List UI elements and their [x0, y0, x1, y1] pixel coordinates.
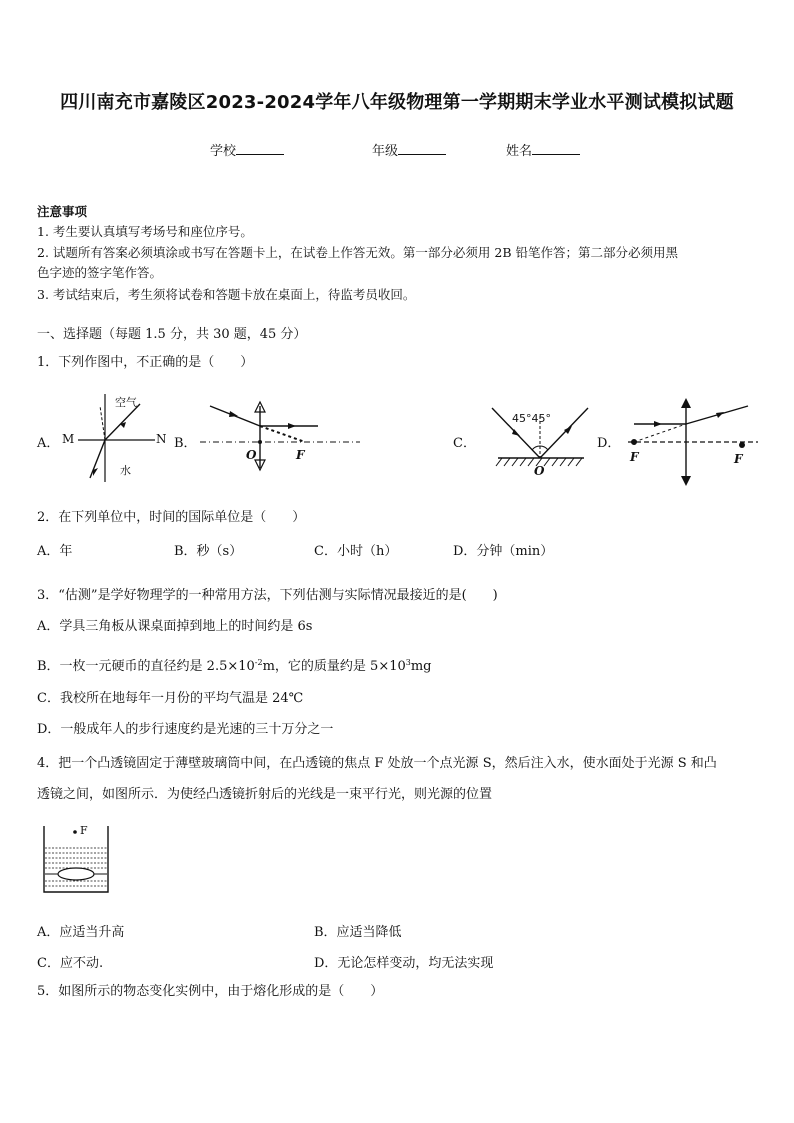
q4-option-b: B．应适当降低 [314, 925, 402, 940]
question-4-stem-line1: 4．把一个凸透镜固定于薄壁玻璃筒中间，在凸透镜的焦点 F 处放一个点光源 S，然后注入水，使水面处于光源 S 和凸 [37, 756, 717, 771]
note-item: 3. 考试结束后，考生须将试卷和答题卡放在桌面上，待监考员收回。 [37, 287, 416, 302]
grade-label: 年级 [372, 144, 399, 159]
q3-option-b [37, 654, 432, 676]
o-label: O [246, 448, 257, 462]
school-label: 学校 [210, 144, 237, 159]
q3-option-a: A．学具三角板从课桌面掉到地上的时间约是 6s [37, 619, 313, 634]
q3-b-text: m，它的质量约是 5×10 [262, 659, 406, 674]
q1-option-a-label: A． [37, 436, 60, 451]
q4-figure [42, 824, 110, 894]
section-heading: 一、选择题（每题 1.5 分，共 30 题，45 分） [37, 327, 307, 342]
q3-option-c: C．我校所在地每年一月份的平均气温是 24℃ [37, 691, 304, 706]
q1-option-b-label: B． [174, 436, 197, 451]
air-label: 空气 [115, 396, 137, 409]
question-1-stem: 1．下列作图中，不正确的是（ ） [37, 355, 254, 370]
q3-b-text: mg [410, 659, 432, 674]
q1-figure-d [618, 398, 758, 486]
q3-b-text: B．一枚一元硬币的直径约是 2.5×10 [37, 659, 255, 674]
name-field[interactable] [506, 140, 580, 159]
grade-field[interactable] [372, 140, 446, 159]
q1-option-c-label: C． [453, 436, 476, 451]
note-item: 色字迹的签字笔作答。 [37, 265, 163, 280]
water-label: 水 [120, 464, 131, 477]
school-field[interactable] [210, 140, 284, 159]
q2-option-d: D．分钟（min） [453, 544, 554, 559]
note-item: 1. 考生要认真填写考场号和座位序号。 [37, 224, 253, 239]
notes-heading: 注意事项 [37, 204, 88, 219]
q4-option-a: A．应适当升高 [37, 925, 125, 940]
q4-option-d: D．无论怎样变动，均无法实现 [314, 956, 494, 971]
note-item: 2. 试题所有答案必须填涂或书写在答题卡上，在试卷上作答无效。第一部分必须用 2B 铅笔作答；第二部分必须用黑 [37, 245, 678, 260]
question-4-stem-line2: 透镜之间，如图所示．为使经凸透镜折射后的光线是一束平行光，则光源的位置 [37, 787, 493, 802]
angles-label: 45°45° [512, 412, 551, 425]
question-3-stem: 3．“估测”是学好物理学的一种常用方法，下列估测与实际情况最接近的是( ) [37, 588, 498, 603]
question-2-stem: 2．在下列单位中，时间的国际单位是（ ） [37, 510, 306, 525]
q1-option-d-label: D． [597, 436, 621, 451]
q3-b-exponent: -2 [254, 658, 263, 667]
q3-option-d: D．一般成年人的步行速度约是光速的三十万分之一 [37, 722, 334, 737]
q2-option-a: A．年 [37, 544, 73, 559]
q4-option-c: C．应不动. [37, 956, 104, 971]
q2-option-c: C．小时（h） [314, 544, 398, 559]
name-label: 姓名 [506, 144, 533, 159]
o-label: O [534, 464, 545, 478]
q1-figure-a [60, 392, 170, 484]
f-label-left: F [630, 450, 639, 464]
q3-b-exponent: 3 [405, 658, 411, 667]
question-5-stem: 5．如图所示的物态变化实例中，由于熔化形成的是（ ） [37, 984, 384, 999]
q1-figure-c [484, 400, 599, 482]
q2-option-b: B．秒（s） [174, 544, 243, 559]
f-label: F [80, 824, 88, 837]
f-label-right: F [734, 452, 743, 466]
f-label: F [296, 448, 305, 462]
m-label: M [62, 432, 75, 446]
q1-figure-b [200, 398, 365, 468]
n-label: N [156, 432, 167, 446]
exam-title: 四川南充市嘉陵区2023-2024学年八年级物理第一学期期末学业水平测试模拟试题 [60, 92, 734, 113]
